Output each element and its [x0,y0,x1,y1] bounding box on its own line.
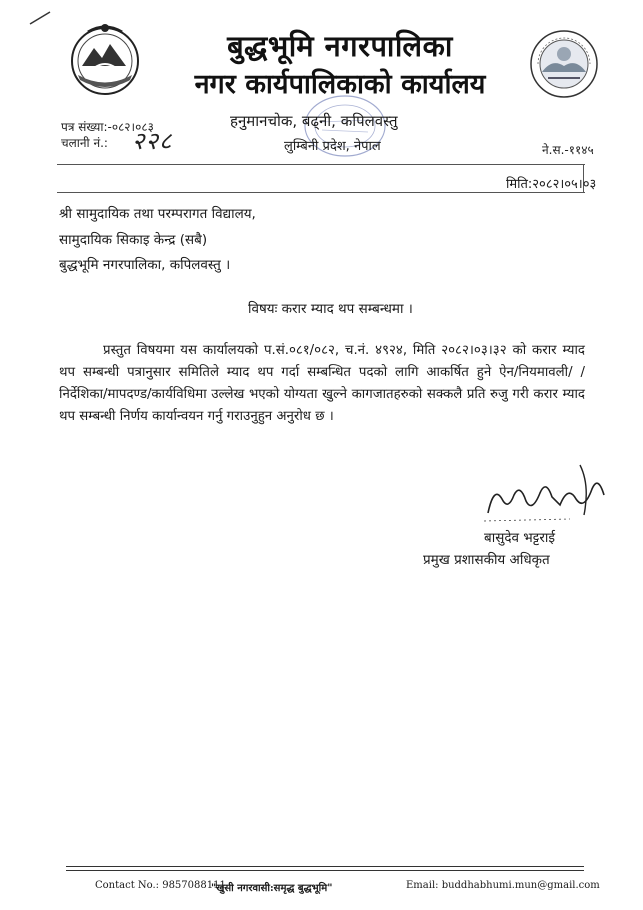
footer-contact: Contact No.: 9857088111 [95,880,226,891]
letterhead-title-municipality: बुद्धभूमि नगरपालिका [227,29,453,63]
letterhead-title-office: नगर कार्यपालिकाको कार्यालय [194,69,486,100]
footer-slogan: "खुसी नगरवासी:समृद्ध बुद्धभूमि" [211,883,333,894]
municipality-seal-icon [528,28,600,100]
addressee-line-3: बुद्धभूमि नगरपालिका, कपिलवस्तु । [59,257,231,273]
reference-number: पत्र संख्या:-०८२।०८३ [61,120,154,134]
pen-mark-icon [28,10,52,26]
dispatch-number-handwritten: २२८ [132,127,173,155]
letter-subject: विषयः करार म्याद थप सम्बन्धमा । [248,301,413,317]
letterhead-province: लुम्बिनी प्रदेश, नेपाल [284,139,381,154]
signatory-name: बासुदेव भट्टराई [484,530,556,546]
letterhead-address: हनुमानचोक, बढ्नी, कपिलवस्तु [230,112,398,130]
addressee-line-1: श्री सामुदायिक तथा परम्परागत विद्यालय, [59,206,256,222]
letter-body: प्रस्तुत विषयमा यस कार्यालयको प.सं.०८१/०८२, च.नं. ४९२४, मिति २०८२।०३।३२ को करार म्याद थप सम्बन्धी पत्रानुसार समितिले म्याद थप गर्दा सम्बन्धित पदको लागि आकर्षित हुने ऐन/नियमावली/ /निर्देशिका/मापदण्ड/कार्यविधिमा उल्लेख भएको योग्यता खुल्ने कागजातहरुको सक्कलै प्रति रुजु गरी करार म्याद थप सम्बन्धी निर्णय कार्यान्वयन गर्नु गराउनुहुन अनुरोध छ । [59,343,585,424]
signature-icon [480,455,620,525]
footer-divider-bottom [66,870,584,871]
footer-email: Email: buddhabhumi.mun@gmail.com [406,880,600,891]
addressee-line-2: सामुदायिक सिकाइ केन्द्र (सबै) [59,232,208,248]
signatory-title: प्रमुख प्रशासकीय अधिकृत [423,552,550,568]
nepal-sambat-year: ने.स.-११४५ [542,143,594,157]
footer-divider-top [66,866,584,867]
header-divider [57,164,585,165]
dispatch-label: चलानी नं.: [61,136,108,150]
letter-date: मिति:२०८२।०५।०३ [506,177,597,192]
nepal-emblem-icon [64,20,146,98]
date-divider [57,192,585,193]
